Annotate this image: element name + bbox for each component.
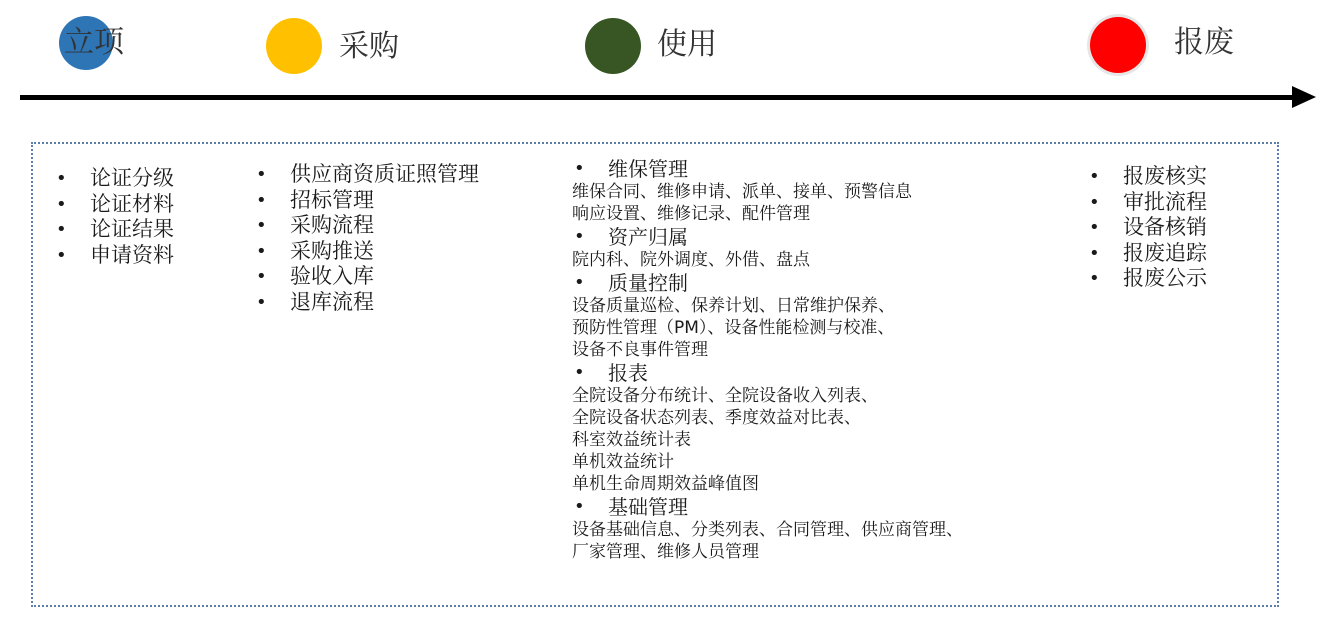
- list-item: • 设备核销: [1087, 215, 1207, 241]
- section-line: 科室效益统计表: [572, 430, 691, 450]
- section-line: 全院设备分布统计、全院设备收入列表、: [572, 386, 878, 406]
- section-line: 全院设备状态列表、季度效益对比表、: [572, 408, 861, 428]
- section-line: 单机效益统计: [572, 452, 674, 472]
- list-item: • 验收入库: [254, 264, 479, 290]
- section-line: 设备不良事件管理: [572, 340, 708, 360]
- list-item: • 供应商资质证照管理: [254, 162, 479, 188]
- section-title: • 报表: [572, 361, 963, 385]
- section-title: • 资产归属: [572, 225, 963, 249]
- section-line: 响应设置、维修记录、配件管理: [572, 204, 810, 224]
- section-title: • 维保管理: [572, 157, 963, 181]
- disposal-column: [1087, 164, 1207, 292]
- section-line: 院内科、院外调度、外借、盘点: [572, 250, 810, 270]
- list-item: • 论证材料: [54, 192, 174, 218]
- section-title: • 质量控制: [572, 271, 963, 295]
- list-item: • 申请资料: [54, 243, 174, 269]
- section-line: 设备质量巡检、保养计划、日常维护保养、: [572, 296, 895, 316]
- usage-phase-label: 使用: [657, 27, 717, 62]
- disposal-phase-dot: [1090, 17, 1146, 73]
- section-line: 维保合同、维修申请、派单、接单、预警信息: [572, 182, 912, 202]
- list-item: • 采购流程: [254, 213, 479, 239]
- procurement-list: [254, 162, 479, 315]
- timeline-arrow-line: [20, 95, 1296, 100]
- disposal-phase-label: 报废: [1174, 25, 1234, 60]
- procurement-phase-dot: [266, 18, 322, 74]
- list-item: • 审批流程: [1087, 190, 1207, 216]
- initiation-column: [54, 166, 174, 268]
- list-item: • 论证分级: [54, 166, 174, 192]
- disposal-list: [1087, 164, 1207, 292]
- procurement-phase-label: 采购: [339, 29, 399, 64]
- timeline-arrow-head: [1292, 86, 1316, 108]
- section-line: 单机生命周期效益峰值图: [572, 474, 759, 494]
- initiation-list: [54, 166, 174, 268]
- list-item: • 退库流程: [254, 290, 479, 316]
- usage-column: [572, 157, 963, 563]
- initiation-phase-label: 立项: [64, 25, 124, 60]
- procurement-column: [254, 162, 479, 315]
- usage-phase-dot: [585, 18, 641, 74]
- section-title: • 基础管理: [572, 495, 963, 519]
- section-line: 预防性管理（PM）、设备性能检测与校准、: [572, 318, 895, 338]
- list-item: • 报废核实: [1087, 164, 1207, 190]
- list-item: • 招标管理: [254, 188, 479, 214]
- list-item: • 采购推送: [254, 239, 479, 265]
- list-item: • 报废追踪: [1087, 241, 1207, 267]
- list-item: • 论证结果: [54, 217, 174, 243]
- list-item: • 报废公示: [1087, 266, 1207, 292]
- section-line: 厂家管理、维修人员管理: [572, 542, 759, 562]
- section-line: 设备基础信息、分类列表、合同管理、供应商管理、: [572, 520, 963, 540]
